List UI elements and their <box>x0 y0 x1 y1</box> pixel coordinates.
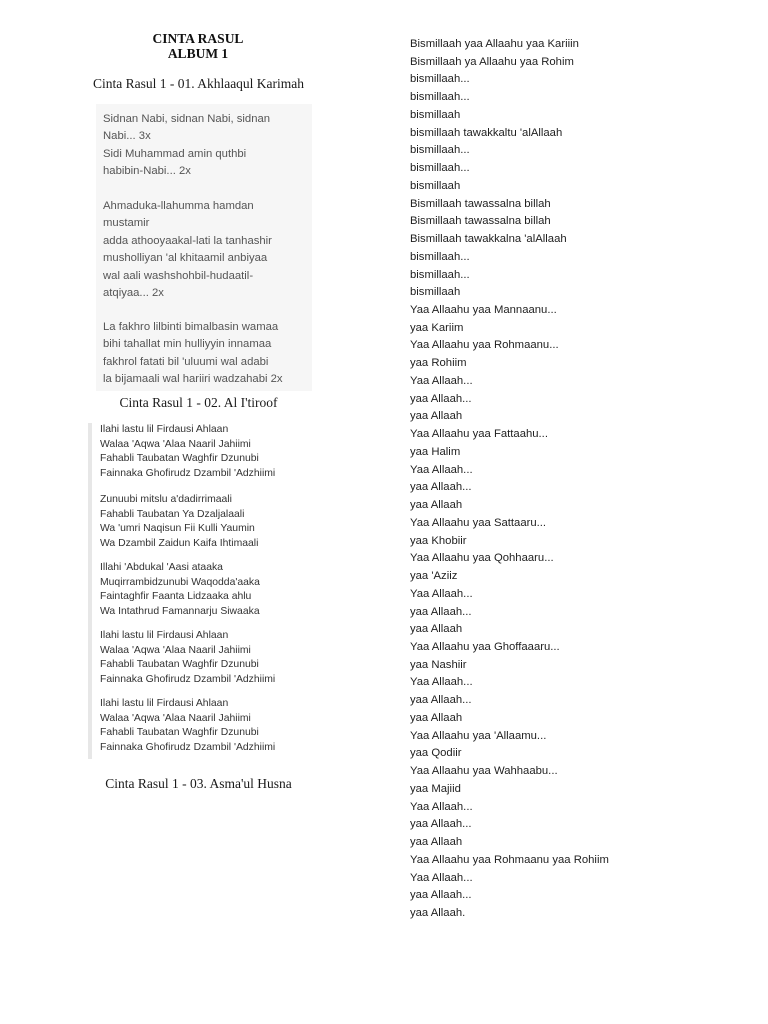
document-title: CINTA RASUL <box>152 31 244 46</box>
lyric-line: Yaa Allaahu yaa Wahhaabu... <box>410 765 558 778</box>
stanza <box>103 111 270 181</box>
lyric-line: La fakhro lilbinti bimalbasin wamaa <box>103 321 279 333</box>
stanza <box>100 493 258 551</box>
lyric-line: bismillaah <box>410 286 461 299</box>
lyric-line: Yaa Allaahu yaa Rohmaanu... <box>410 339 559 352</box>
lyric-line: bismillaah <box>410 179 461 192</box>
section-heading-asmaul-husna: Cinta Rasul 1 - 03. Asma'ul Husna <box>105 776 292 791</box>
lyric-line: Faintaghfir Faanta Lidzaaka ahlu <box>100 591 252 603</box>
lyric-line: yaa Halim <box>410 445 461 458</box>
lyric-line: Wa Intathrud Famannarju Siwaaka <box>100 605 260 617</box>
stanza <box>103 319 283 389</box>
lyric-line: yaa Allaah. <box>410 906 466 919</box>
lyric-line: Yaa Allaah... <box>410 587 473 600</box>
lyric-line: Yaa Allaahu yaa Rohmaanu yaa Rohiim <box>410 853 609 866</box>
lyric-line: atqiyaa... 2x <box>103 287 164 300</box>
lyric-line: bismillaah... <box>410 144 470 157</box>
lyric-line: Yaa Allaahu yaa 'Allaamu... <box>410 729 547 742</box>
lyric-line: Fahabli Taubatan Ya Dzaljalaali <box>100 508 245 520</box>
lyric-line: Wa 'umri Naqisun Fii Kulli Yaumin <box>100 523 255 535</box>
lyric-line: la bijamaali wal hariiri wadzahabi 2x <box>103 373 283 386</box>
lyric-line: bismillaah... <box>410 91 470 104</box>
lyric-line: wal aali washshohbil-hudaatil- <box>103 269 254 282</box>
lyric-line: Fahabli Taubatan Waghfir Dzunubi <box>100 659 259 671</box>
lyric-line: Yaa Allaah... <box>410 800 473 813</box>
lyric-line: Nabi... 3x <box>103 130 151 143</box>
lyric-line: Yaa Allaahu yaa Sattaaru... <box>410 516 547 529</box>
lyric-line: Walaa 'Aqwa 'Alaa Naaril Jahiimi <box>100 712 251 724</box>
lyric-line: Ilahi lastu lil Firdausi Ahlaan <box>100 698 229 709</box>
stanza <box>103 198 272 302</box>
stanza <box>100 629 275 687</box>
lyric-line: Bismillaah ya Allaahu yaa Rohim <box>410 55 574 68</box>
lyric-line: Zunuubi mitslu a'dadirrimaali <box>100 494 232 505</box>
section-heading-al-itiroof: Cinta Rasul 1 - 02. Al I'tiroof <box>119 395 278 410</box>
lyric-line: yaa Allaah... <box>410 818 472 831</box>
lyric-line: Yaa Allaah... <box>410 374 473 387</box>
lyric-line: yaa Qodiir <box>410 747 462 760</box>
lyric-line: Ahmaduka-llahumma hamdan <box>103 200 254 212</box>
lyric-line: bismillaah <box>410 108 461 121</box>
lyric-line: Bismillaah tawassalna billah <box>410 215 551 228</box>
lyric-line: Yaa Allaahu yaa Qohhaaru... <box>410 552 554 565</box>
lyric-line: yaa Allaah... <box>410 605 472 618</box>
stanza <box>100 561 260 619</box>
lyric-line: Yaa Allaah... <box>410 871 473 884</box>
lyric-line: mustamir <box>103 217 150 230</box>
lyric-line: yaa Allaah <box>410 499 463 512</box>
lyric-line: Fahabli Taubatan Waghfir Dzunubi <box>100 453 259 465</box>
lyric-line: yaa Allaah <box>410 836 463 849</box>
lyric-line: yaa Allaah... <box>410 889 472 902</box>
lyric-line: yaa Allaah <box>410 711 463 724</box>
lyrics-box-akhlaaqul-karimah <box>96 104 312 391</box>
lyric-line: Fahabli Taubatan Waghfir Dzunubi <box>100 727 259 739</box>
lyric-line: adda athooyaakal-lati la tanhashir <box>103 234 272 247</box>
lyric-line: yaa Allaah <box>410 410 463 423</box>
lyric-line: Fainnaka Ghofirudz Dzambil 'Adzhiimi <box>100 467 276 479</box>
lyric-line: bismillaah... <box>410 162 470 175</box>
lyric-line: Ilahi lastu lil Firdausi Ahlaan <box>100 424 229 435</box>
asmaul-husna-lyrics <box>410 36 750 923</box>
lyric-line: Sidi Muhammad amin quthbi <box>103 147 247 160</box>
lyric-line: bismillaah... <box>410 73 470 86</box>
lyric-line: yaa Nashiir <box>410 658 467 671</box>
lyric-line: Yaa Allaah... <box>410 463 473 476</box>
lyric-line: Yaa Allaahu yaa Mannaanu... <box>410 304 557 317</box>
lyric-line: Fainnaka Ghofirudz Dzambil 'Adzhiimi <box>100 673 276 685</box>
section-heading-akhlaaqul-karimah: Cinta Rasul 1 - 01. Akhlaaqul Karimah <box>92 76 305 91</box>
lyric-line: habibin-Nabi... 2x <box>103 165 191 178</box>
lyric-line: Illahi 'Abdukal 'Aasi ataaka <box>100 562 223 573</box>
lyric-line: Bismillaah tawakkalna 'alAllaah <box>410 233 567 246</box>
lyric-line: yaa Allaah <box>410 623 463 636</box>
lyric-line: yaa Allaah... <box>410 392 472 405</box>
stanza <box>100 697 275 755</box>
album-title: ALBUM 1 <box>167 46 229 61</box>
lyric-line: yaa 'Aziiz <box>410 570 458 583</box>
lyric-line: Yaa Allaahu yaa Fattaahu... <box>410 428 548 441</box>
stanza <box>100 423 275 481</box>
lyric-line: Fainnaka Ghofirudz Dzambil 'Adzhiimi <box>100 741 276 753</box>
lyrics-box-al-itiroof <box>88 423 318 759</box>
lyric-line: Sidnan Nabi, sidnan Nabi, sidnan <box>103 113 271 125</box>
lyric-line: bismillaah... <box>410 268 470 281</box>
lyric-line: yaa Kariim <box>410 321 464 334</box>
lyric-line: yaa Allaah... <box>410 694 472 707</box>
lyric-line: Yaa Allaah... <box>410 676 473 689</box>
lyric-line: Muqirrambidzunubi Waqodda'aaka <box>100 576 260 588</box>
lyric-line: bismillaah tawakkaltu 'alAllaah <box>410 126 563 139</box>
lyric-line: bihi tahallat min hulliyyin innamaa <box>103 338 272 351</box>
lyric-line: bismillaah... <box>410 250 470 263</box>
lyric-line: Ilahi lastu lil Firdausi Ahlaan <box>100 630 229 641</box>
lyric-line: Walaa 'Aqwa 'Alaa Naaril Jahiimi <box>100 644 251 656</box>
lyric-line: yaa Majiid <box>410 782 461 795</box>
lyric-line: Bismillaah yaa Allaahu yaa Kariiin <box>410 38 579 50</box>
lyric-line: yaa Khobiir <box>410 534 467 547</box>
lyric-line: yaa Rohiim <box>410 357 467 370</box>
lyric-line: fakhrol fatati bil 'uluumi wal adabi <box>103 355 269 368</box>
lyric-line: musholliyan 'al khitaamil anbiyaa <box>103 252 268 265</box>
lyric-line: Yaa Allaahu yaa Ghoffaaaru... <box>410 640 560 653</box>
lyric-line: Bismillaah tawassalna billah <box>410 197 551 210</box>
lyric-line: Walaa 'Aqwa 'Alaa Naaril Jahiimi <box>100 438 251 450</box>
lyric-line: yaa Allaah... <box>410 481 472 494</box>
lyric-line: Wa Dzambil Zaidun Kaifa Ihtimaali <box>100 537 259 549</box>
